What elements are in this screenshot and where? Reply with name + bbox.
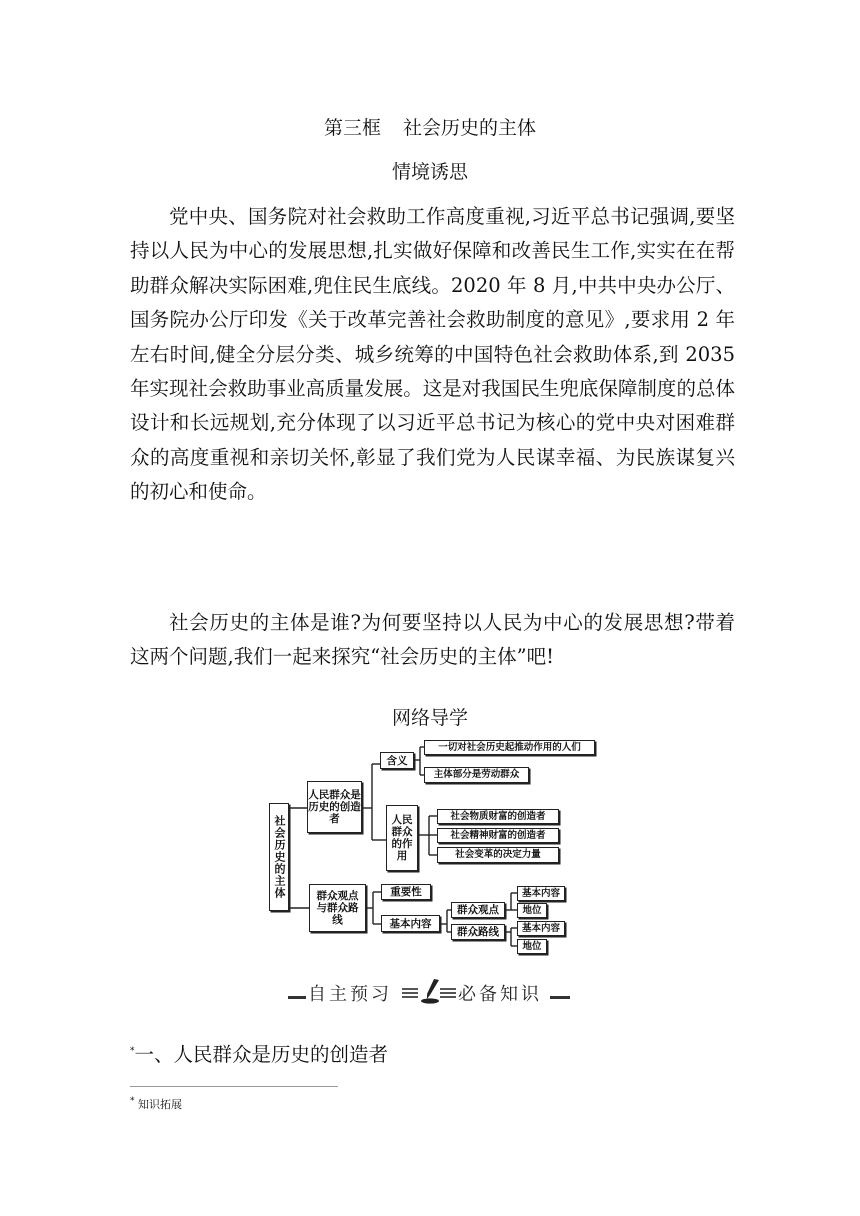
- map-mass-line: 群众路线: [451, 924, 505, 940]
- footnote-marker: *: [130, 1096, 135, 1107]
- map-importance: 重要性: [381, 884, 431, 900]
- quill-pen-icon: [420, 978, 442, 1004]
- banner-bar-right: [550, 996, 570, 999]
- banner-left-text: 自主预习: [308, 984, 392, 1005]
- footnote-divider: [130, 1086, 338, 1087]
- map-view-content: 基本内容: [517, 886, 565, 901]
- map-basic-content: 基本内容: [381, 915, 440, 932]
- map-mass-view: 群众观点: [451, 902, 505, 918]
- map-line-content: 基本内容: [517, 921, 565, 936]
- preview-banner: [288, 978, 570, 1006]
- map-meaning: 含义: [380, 752, 414, 769]
- map-role-3: 社会变革的决定力量: [437, 847, 559, 863]
- section-title: 一、人民群众是历史的创造者: [134, 1043, 389, 1066]
- map-role-1: 社会物质财富的创造者: [437, 809, 559, 824]
- banner-dash-right: [440, 988, 456, 990]
- section-heading: [130, 1039, 388, 1067]
- map-view-status: 地位: [517, 903, 547, 918]
- section-network-heading: 网络导学: [391, 707, 468, 729]
- intro-paragraph: 党中央、国务院对社会救助工作高度重视,习近平总书记强调,要坚持以人民为中心的发展思想,扎实做好保障和改善民生工作,实实在在帮助群众解决实际困难,兜住民生底线。2020 年 8 月,中共中央办公厅、国务院办公厅印发《关于改革完善社会救助制度的意见》,要求用 2 年左右时间,健全分层分类、城乡统筹的中国特色社会救助体系,到 2035 年实现社会救助事业高质量发展。这是对我国民生兜底保障制度的总体设计和长远规划,充分体现了以习近平总书记为核心的党中央对困难群众的高度重视和亲切关怀,彰显了我们党为人民谋幸福、为民族谋复兴的初心和使命。: [130, 205, 735, 504]
- map-meaning-1: 一切对社会历史起推动作用的人们: [424, 740, 595, 755]
- banner-bar-left: [288, 996, 306, 999]
- question-paragraph: 社会历史的主体是谁?为何要坚持以人民为中心的发展思想?带着这两个问题,我们一起来探究“社会历史的主体”吧!: [130, 611, 735, 669]
- concept-map: [265, 735, 610, 957]
- lesson-title: 社会历史的主体: [403, 117, 537, 139]
- map-root: 社会历史的主体: [269, 803, 289, 911]
- frame-label: 第三框: [323, 117, 381, 139]
- map-meaning-2: 主体部分是劳动群众: [424, 767, 529, 783]
- map-role-2: 社会精神财富的创造者: [437, 828, 559, 843]
- map-branch-creators: 人民群众是历史的创造者: [307, 781, 362, 833]
- banner-dash-left: [402, 988, 418, 990]
- lesson-heading: [0, 113, 860, 140]
- map-line-status: 地位: [517, 939, 547, 954]
- banner-right-text: 必备知识: [458, 984, 542, 1005]
- section-marker: *: [130, 1046, 135, 1057]
- section-situation-heading: 情境诱思: [391, 161, 468, 183]
- map-branch-mass: 群众观点与群众路线: [309, 884, 366, 932]
- map-role: 人民群众的作用: [386, 805, 418, 871]
- footnote: [130, 1096, 182, 1112]
- footnote-text: 知识拓展: [138, 1098, 182, 1111]
